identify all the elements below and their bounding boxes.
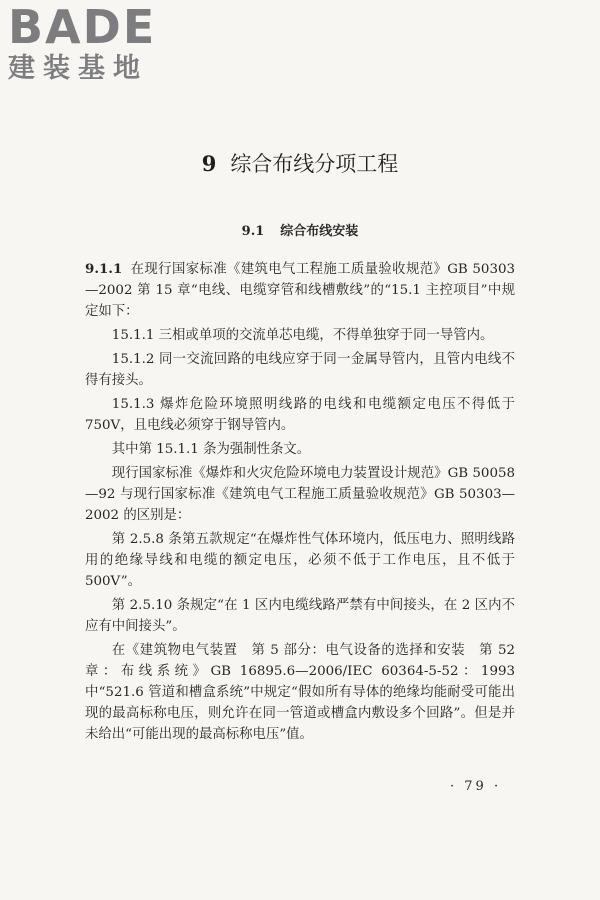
clause-number: 9.1.1 <box>85 261 123 277</box>
clause-text: 在现行国家标准《建筑电气工程施工质量验收规范》GB 50303—2002 第 15 章“电线、电缆穿管和线槽敷线”的“15.1 主控项目”中规定如下： <box>85 262 515 319</box>
section-number: 9.1 <box>241 224 265 239</box>
chapter-heading <box>0 150 600 178</box>
logo <box>8 2 178 86</box>
paragraph-15-1-1: 15.1.1 三相或单项的交流单芯电缆，不得单独穿于同一导管内。 <box>111 328 494 343</box>
paragraph-mandatory-note: 其中第 15.1.1 条为强制性条文。 <box>111 442 311 457</box>
logo-brand: BADE <box>8 0 157 54</box>
section-title: 综合布线安装 <box>280 224 359 239</box>
clause-paragraph <box>85 259 515 322</box>
page-number: · 79 · <box>450 779 502 794</box>
paragraph-15-1-3: 15.1.3 爆炸危险环境照明线路的电线和电缆额定电压不得低于 750V，且电线必须穿于钢导管内。 <box>85 397 515 433</box>
logo-subtitle: 建装基地 <box>8 53 148 84</box>
paragraph-standard-comparison: 现行国家标准《爆炸和火灾危险环境电力装置设计规范》GB 50058—92 与现行国家标准《建筑电气工程施工质量验收规范》GB 50303—2002 的区别是： <box>85 466 515 523</box>
paragraph-gb-16895: 在《建筑物电气装置 第 5 部分：电气设备的选择和安装 第 52 章：布线系统》GB 16895.6—2006/IEC 60364-5-52：1993 中“521.6 管道和槽盒系统”中规定“假如所有导体的绝缘均能耐受可能出现的最高标称电压，则允许在同一管道或槽盒内敷设多个回路”。但是并未给出“可能出现的最高标称电压”值。 <box>85 643 515 742</box>
paragraph-2-5-8: 第 2.5.8 条第五款规定“在爆炸性气体环境内，低压电力、照明线路用的绝缘导线和电缆的额定电压，必须不低于工作电压，且不低于 500V”。 <box>85 532 515 589</box>
paragraph-2-5-10: 第 2.5.10 条规定“在 1 区内电缆线路严禁有中间接头，在 2 区内不应有中间接头”。 <box>85 598 515 634</box>
chapter-title: 综合布线分项工程 <box>230 152 399 176</box>
page-body <box>85 259 515 748</box>
section-heading <box>0 222 600 242</box>
paragraph-15-1-2: 15.1.2 同一交流回路的电线应穿于同一金属导管内，且管内电线不得有接头。 <box>85 352 515 388</box>
chapter-number: 9 <box>201 151 217 176</box>
